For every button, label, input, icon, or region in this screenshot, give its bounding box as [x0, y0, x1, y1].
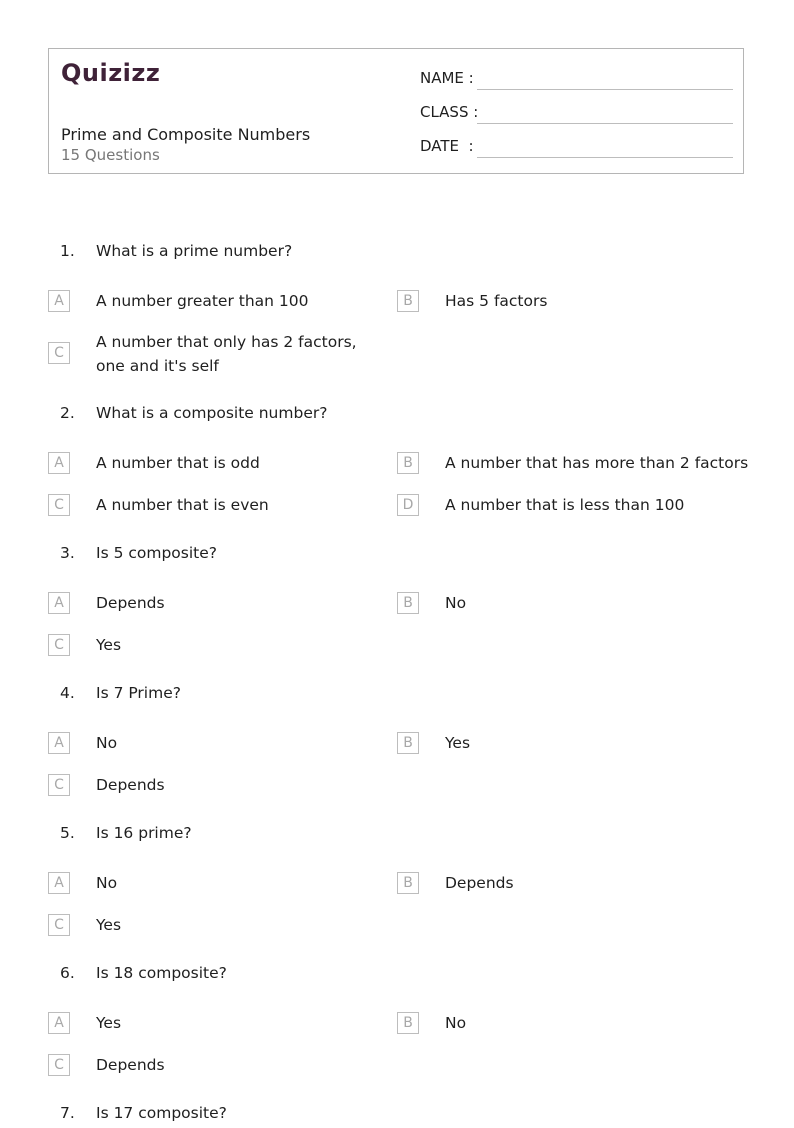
option-text: Yes [96, 636, 122, 654]
option-text: A number that only has 2 factors, one and it's self [96, 333, 357, 375]
option-letter-box: B [397, 872, 419, 894]
option-text: Depends [445, 874, 514, 892]
option-letter-box: C [48, 1054, 70, 1076]
q4-option-b[interactable] [397, 731, 727, 755]
question-text: Is 16 prime? [96, 824, 192, 842]
name-line [477, 89, 733, 90]
option-text: Yes [96, 916, 122, 934]
q6-option-a[interactable] [48, 1011, 378, 1035]
question-5 [0, 824, 794, 848]
q2-option-d[interactable] [397, 493, 727, 517]
question-1 [0, 242, 794, 266]
option-text: A number that is even [96, 496, 269, 514]
option-text: No [96, 734, 118, 752]
option-letter-box: C [48, 494, 70, 516]
question-3 [0, 544, 794, 568]
question-number: 5. [60, 824, 75, 842]
q2-option-c[interactable] [48, 493, 378, 517]
question-4 [0, 684, 794, 708]
option-text: Depends [96, 594, 165, 612]
quizizz-logo: Quizizz [61, 59, 161, 87]
worksheet-header [48, 48, 744, 174]
option-letter-box: A [48, 1012, 70, 1034]
class-line [477, 123, 733, 124]
option-letter-box: B [397, 592, 419, 614]
question-number: 7. [60, 1104, 75, 1122]
q5-option-c[interactable] [48, 913, 378, 937]
name-field[interactable] [420, 69, 733, 91]
option-letter-box: C [48, 914, 70, 936]
worksheet-title: Prime and Composite Numbers [61, 125, 311, 144]
q4-option-a[interactable] [48, 731, 378, 755]
class-label: CLASS : [420, 103, 479, 121]
name-label: NAME : [420, 69, 474, 87]
option-letter-box: A [48, 452, 70, 474]
date-field[interactable] [420, 137, 733, 159]
q3-option-c[interactable] [48, 633, 378, 657]
option-letter-box: B [397, 732, 419, 754]
option-text: No [445, 594, 467, 612]
question-count: 15 Questions [61, 146, 160, 164]
option-letter-box: C [48, 634, 70, 656]
option-letter-box: A [48, 872, 70, 894]
option-text: Depends [96, 1056, 165, 1074]
q5-option-a[interactable] [48, 871, 378, 895]
option-letter-box: D [397, 494, 419, 516]
q1-option-a[interactable] [48, 289, 378, 313]
q5-option-b[interactable] [397, 871, 727, 895]
question-text: Is 17 composite? [96, 1104, 227, 1122]
option-text: Yes [445, 734, 471, 752]
q3-option-b[interactable] [397, 591, 727, 615]
question-2 [0, 404, 794, 428]
question-number: 1. [60, 242, 75, 260]
option-text: No [445, 1014, 467, 1032]
option-letter-box: C [48, 774, 70, 796]
option-letter-box: A [48, 732, 70, 754]
option-text: Depends [96, 776, 165, 794]
question-text: What is a composite number? [96, 404, 328, 422]
q1-option-b[interactable] [397, 289, 727, 313]
option-text: A number that is less than 100 [445, 496, 685, 514]
option-letter-box: A [48, 592, 70, 614]
option-letter-box: C [48, 342, 70, 364]
question-number: 3. [60, 544, 75, 562]
class-field[interactable] [420, 103, 733, 125]
question-6 [0, 964, 794, 988]
option-text: Yes [96, 1014, 122, 1032]
question-number: 4. [60, 684, 75, 702]
question-number: 2. [60, 404, 75, 422]
date-label: DATE : [420, 137, 474, 155]
date-line [477, 157, 733, 158]
option-text: No [96, 874, 118, 892]
q6-option-c[interactable] [48, 1053, 378, 1077]
question-number: 6. [60, 964, 75, 982]
question-text: What is a prime number? [96, 242, 293, 260]
question-text: Is 7 Prime? [96, 684, 181, 702]
option-text: A number that has more than 2 factors [445, 454, 749, 472]
q2-option-b[interactable] [397, 451, 747, 475]
question-7 [0, 1104, 794, 1128]
option-text: Has 5 factors [445, 292, 548, 310]
q1-option-c[interactable] [48, 330, 378, 378]
option-letter-box: B [397, 452, 419, 474]
option-letter-box: A [48, 290, 70, 312]
q3-option-a[interactable] [48, 591, 378, 615]
q6-option-b[interactable] [397, 1011, 727, 1035]
option-letter-box: B [397, 290, 419, 312]
option-text: A number greater than 100 [96, 292, 309, 310]
q4-option-c[interactable] [48, 773, 378, 797]
question-text: Is 5 composite? [96, 544, 218, 562]
question-text: Is 18 composite? [96, 964, 227, 982]
option-letter-box: B [397, 1012, 419, 1034]
option-text: A number that is odd [96, 454, 260, 472]
q2-option-a[interactable] [48, 451, 378, 475]
